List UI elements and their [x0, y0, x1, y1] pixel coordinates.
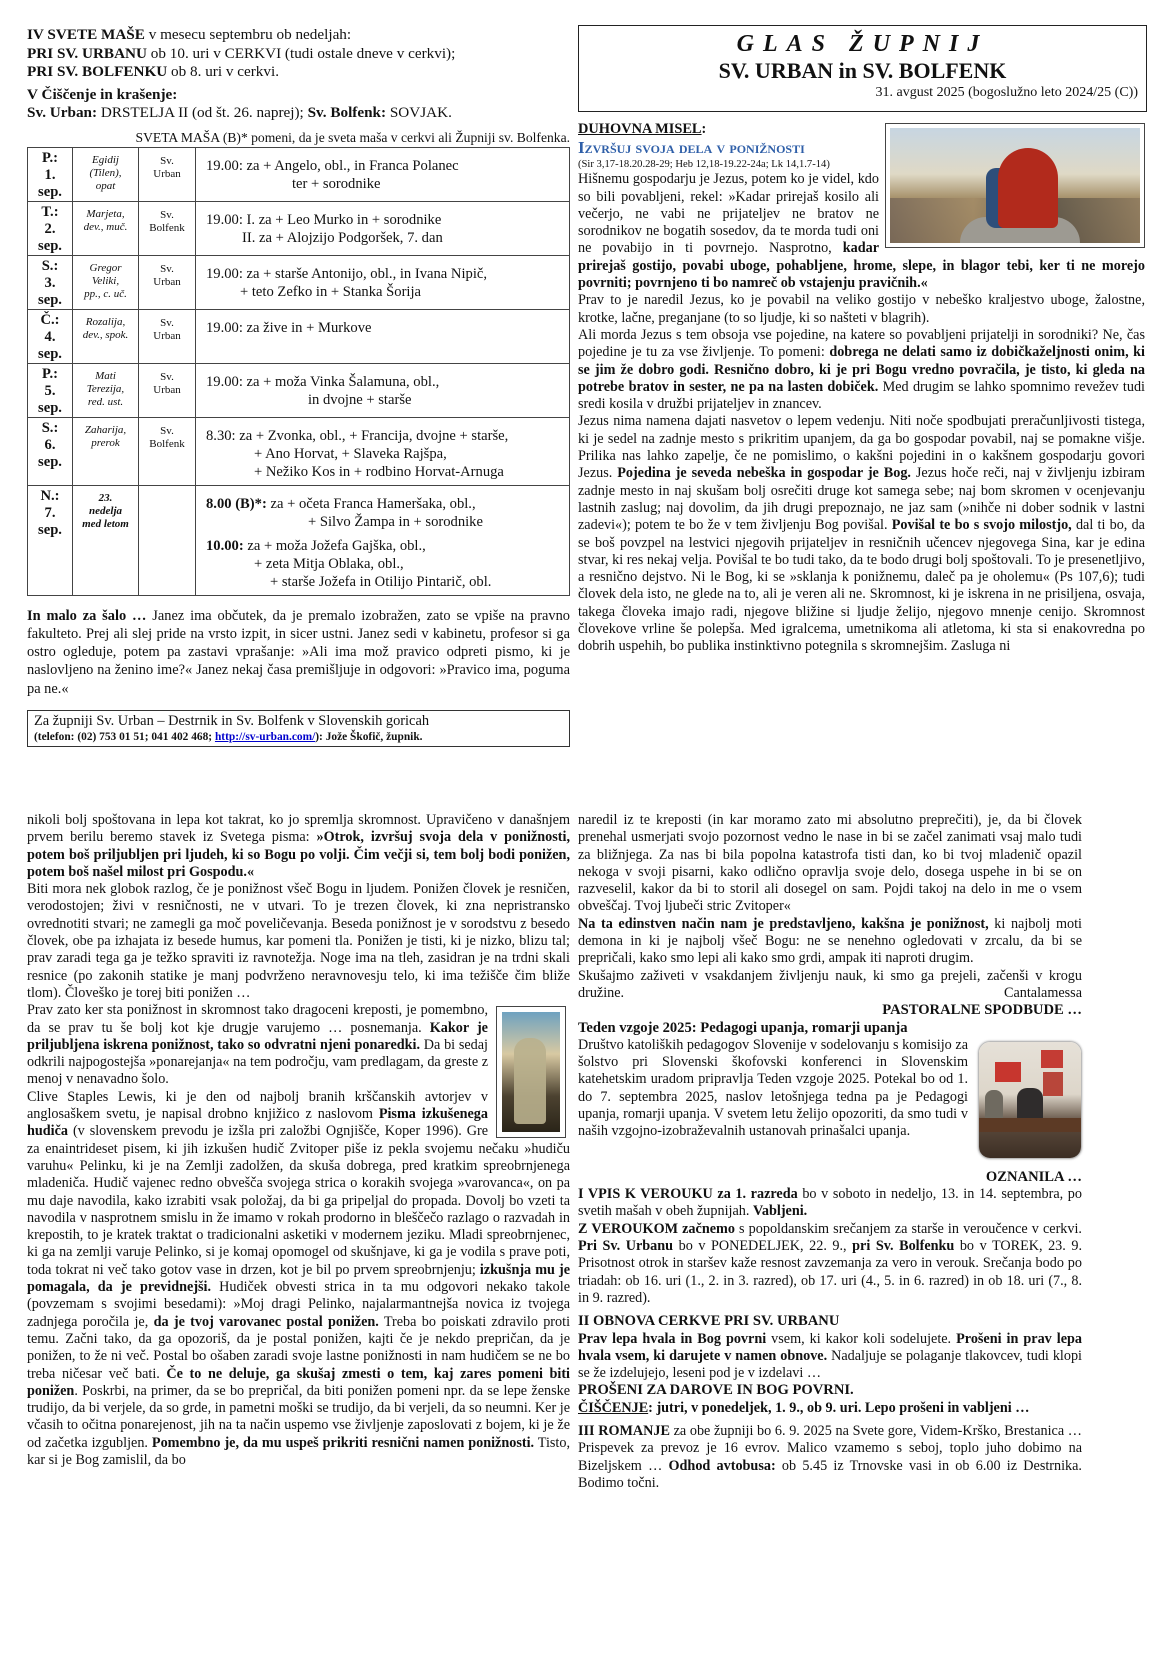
schedule-month: sep. [38, 521, 62, 538]
article-paragraph: Skušajmo zaživeti v vsakdanjem življenju nauk, ki smo ga prejeli, začenši v krogu družine. Cantalamessa [578, 967, 1082, 1001]
announcement-pilgrimage: III ROMANJE za obe župniji bo 6. 9. 2025 na Svete gore, Videm-Krško, Brestanica … Prispevek za prevoz je 16 evrov. Malico vzamemo s seboj, toplo juho dobimo na Bizeljskem … Odhod avtobusa: ob 5.45 iz Trnovske vasi in ob 6.00 iz Destrnika. Bodimo točni. [578, 1423, 1082, 1491]
mass-intention-line: 19.00: za + Angelo, obl., in Franca Polanec [206, 157, 459, 174]
saint-name-line: med letom [82, 518, 129, 531]
mass-intentions-cell [196, 255, 570, 309]
saint-name-line: Terezija, [86, 383, 125, 395]
schedule-month: sep. [38, 183, 62, 200]
schedule-date: 4. [44, 328, 56, 345]
newsletter-title: GLAS ŽUPNIJ [736, 31, 989, 57]
mass-intention-line: 19.00: za žive in + Murkove [206, 319, 372, 336]
mass-intention-line: 19.00: za + starše Antonijo, obl., in Ivana Nipič, [206, 265, 488, 282]
church-cell [139, 417, 196, 485]
saint-name-line: Zaharija, [84, 423, 127, 436]
article-paragraph: Prav to je naredil Jezus, ko je povabil na veliko gostijo v nebeško kraljestvo uboge, žalostne, krotke, lačne, preganjane (to so ljudje, ki so našteti v blagrih). [578, 292, 1145, 326]
church-cell [139, 201, 196, 255]
saint-name-line: Egidij [92, 153, 119, 166]
schedule-legend: SVETA MAŠA (B)* pomeni, da je sveta maša v cerkvi ali Župniji sv. Bolfenka. [135, 129, 570, 145]
schedule-day-cell [28, 485, 73, 595]
parish-contact-box [27, 710, 570, 747]
parish-contact: (telefon: (02) 753 01 51; 041 402 468; http://sv-urban.com/): Jože Škofič, župnik. [34, 730, 423, 743]
issue-date: 31. avgust 2025 (bogoslužno leto 2024/25 (C)) [875, 85, 1138, 100]
announcement-renovation: Prav lepa hvala in Bog povrni vsem, ki kakor koli sodelujete. Prošeni in prav lepa hvala vsem, ki darujete v namen obnove. Nadaljuje se polaganje tlakovcev, tudi klopi se že izdelujejo, leseni pod je v izdelavi … [578, 1330, 1082, 1382]
mass-time: 10.00: [206, 537, 244, 554]
schedule-row [28, 201, 570, 255]
saint-name-line: red. ust. [87, 396, 124, 409]
saint-of-day-cell [73, 485, 139, 595]
mass-intention-line: + starše Jožefa in Otilijo Pintarič, obl. [270, 573, 492, 590]
church-name-line: Bolfenk [149, 221, 185, 234]
donation-appeal: PROŠENI ZA DAROVE IN BOG POVRNI. [578, 1382, 854, 1399]
mass-intentions-cell [196, 201, 570, 255]
newsletter-subtitle: SV. URBAN in SV. BOLFENK [718, 58, 1007, 83]
schedule-date: 5. [44, 382, 56, 399]
schedule-row [28, 485, 570, 595]
saint-name-line: Marjeta, [86, 207, 125, 220]
education-week-photo [978, 1041, 1082, 1159]
article-paragraph: Biti mora nek globok razlog, če je ponižnost všeč Bogu in ljudem. Ponižen človek je resničen, verodostojen; živi v resničnosti, ne v utvari. To je trezen človek, ki zna nepristransko ovrednotiti stvari; ne zamegli ga moč poveličevanja. Beseda ponižnost je v sorodstvu z besedo človek, obe pa izhajata iz besede humus, kar pomeni tla. Ponižen je tisti, ki je nizko, blizu tal; prav zaradi tega ga je težko spraviti iz ravnotežja. Noge ima na tleh, zasidran je na trdni skali resnice (po zakonih statike je manj podvrženo neravnovesju telo, ki ima težišče čim bliže tlom). Človeško je torej biti ponižen … [27, 881, 570, 1001]
mass-intention-text: za + moža Jožefa Gajška, obl., [243, 537, 426, 554]
schedule-day-cell [28, 363, 73, 417]
mass-intention-line: + Nežiko Kos in + rodbino Horvat-Arnuga [254, 463, 504, 480]
scripture-references: (Sir 3,17-18.20.28-29; Heb 12,18-19.22-24a; Lk 14,1.7-14) [578, 159, 830, 171]
schedule-date: 6. [44, 436, 56, 453]
schedule-month: sep. [38, 345, 62, 362]
schedule-day-cell [28, 309, 73, 363]
schedule-date: 2. [44, 220, 56, 237]
saint-name-line: Rozalija, [85, 315, 126, 328]
sermon-on-mount-image [885, 123, 1145, 248]
schedule-day-cell [28, 201, 73, 255]
mass-intentions-cell [196, 309, 570, 363]
saint-name-line: Mati [95, 369, 116, 382]
parish-website-link[interactable]: http://sv-urban.com/ [214, 730, 316, 743]
schedule-day: P.: [41, 149, 59, 166]
mass-intention-line: in dvojne + starše [308, 391, 412, 408]
mass-intention-line: + teto Zefko in + Stanka Šorija [240, 283, 422, 300]
cleaning-assignment: Sv. Urban: DRSTELJA II (od št. 26. naprej); Sv. Bolfenk: SOVJAK. [27, 104, 452, 121]
article-paragraph: Na ta edinstven način nam je predstavljeno, kakšna je ponižnost, ki najbolj moti demona in ki je najbolj všeč Bogu: ne se nenehno ogledovati v zrcalu, da bi se prepričali, kako smo lepi ali kako smo grdi, ampak iti naproti drugim. [578, 915, 1082, 967]
good-shepherd-image [496, 1006, 566, 1138]
spiritual-thought-article [578, 121, 1145, 656]
schedule-day: S.: [41, 257, 59, 274]
schedule-date: 7. [44, 504, 56, 521]
announcement-catechism-enrollment: I VPIS K VEROUKU za 1. razreda bo v soboto in nedeljo, 13. in 14. septembra, po svetih mašah v obeh župnijah. Vabljeni. [578, 1186, 1082, 1220]
mass-intentions-cell [196, 417, 570, 485]
article-title: Izvršuj svoja dela v ponižnosti [578, 138, 805, 158]
schedule-day: P.: [41, 365, 59, 382]
mass-intention-line: + Silvo Žampa in + sorodnike [308, 513, 483, 530]
schedule-day-cell [28, 255, 73, 309]
church-name-line: Urban [153, 329, 181, 342]
schedule-date: 1. [44, 166, 56, 183]
schedule-month: sep. [38, 399, 62, 416]
parish-address: Za župniji Sv. Urban – Destrnik in Sv. Bolfenk v Slovenskih goricah [34, 712, 430, 729]
article-paragraph: naredil iz te kreposti (in kar moramo zato mi absolutno preprečiti), je, da bi človek prenehal usmerjati svojo pozornost vedno le nase in bi se začel zanimati vsaj malo tudi za bližnjega. Za nas bi bila popolna katastrofa tisti dan, ko bi tvoj mladenič opazil nekoga v svoji pisarni, kako odlično opravlja svoje delo, dosega uspehe in bi se on razveselil, kakor da bi to storil ali dosegel on sam. Pojdi takoj na delo in me o vsem obveščaj. Tvoj ljubeči stric Zvitoper« [578, 812, 1082, 915]
saint-name-line: opat [95, 180, 116, 193]
announcement-catechism-start: Z VEROUKOM začnemo s popoldanskim srečanjem za starše in veroučence v cerkvi. Pri Sv. Urbanu bo v PONEDELJEK, 22. 9., pri Sv. Bolfenku bo v TOREK, 23. 9. Prisotnost otrok in staršev kaže resnost zavzemanja za vero in verouk. Srečanja bodo po triadah: ob 16. uri (1., 2. in 3. razred), ob 17. uri (4., 5. in 6. razred) in ob 18. uri (7., 8. in 9. razred). [578, 1220, 1082, 1306]
church-name-line: Sv. [160, 370, 174, 383]
church-cell [139, 309, 196, 363]
church-name-line: Bolfenk [149, 437, 185, 450]
mass-intention-line: 19.00: I. za + Leo Murko in + sorodnike [206, 211, 442, 228]
mass-intention-line: + zeta Mitja Oblaka, obl., [254, 555, 404, 572]
saint-name-line: Veliki, [91, 275, 120, 287]
schedule-bolfenk-line: PRI SV. BOLFENKU ob 8. uri v cerkvi. [27, 63, 280, 80]
mass-intentions-cell [196, 363, 570, 417]
saint-of-day-cell [73, 309, 139, 363]
saint-name-line: dev., muč. [83, 221, 128, 233]
right-column-bottom [578, 812, 1082, 1492]
schedule-month: sep. [38, 237, 62, 254]
announcement-cleaning: ČIŠČENJE: jutri, v ponedeljek, 1. 9., ob 9. uri. Lepo prošeni in vabljeni … [578, 1399, 1030, 1416]
mass-intention-line: II. za + Alojzijo Podgoršek, 7. dan [242, 229, 443, 246]
church-name-line: Sv. [160, 424, 174, 437]
church-cell [139, 363, 196, 417]
schedule-row [28, 147, 570, 201]
schedule-day: N.: [40, 487, 60, 504]
church-name-line: Urban [153, 167, 181, 180]
joke-paragraph: In malo za šalo … Janez ima občutek, da je premalo izobražen, zato se vpiše na pravno fakulteto. Prej ali slej pride na vrsto izpit, in sicer ustni. Janez sedi v kabinetu, profesor si ga ostro ogleduje, potem pa zastavi vprašanje: »Ali ima mož pravico odpreti pismo, ki je naslovljeno na ženino ime?« Janez nekaj časa premišljuje in odgovori: »Pravico ima, poguma pa ne.« [27, 607, 570, 697]
saint-of-day-cell [73, 201, 139, 255]
mass-intention-line: 19.00: za + moža Vinka Šalamuna, obl., [206, 373, 440, 390]
saint-name-line: prerok [91, 437, 120, 449]
section-heading: DUHOVNA MISEL: [578, 121, 707, 137]
saint-of-day-cell [73, 363, 139, 417]
saint-name-line: 23. [98, 491, 113, 504]
church-name-line: Sv. [160, 208, 174, 221]
pastoral-text: Društvo katoliških pedagogov Slovenije v sodelovanju s komisijo za šolstvo pri Slovenski škofovski konferenci in Slovenskim katehetskim uradom pripravlja Teden vzgoje 2025. Potekal bo od 1. do 7. septembra 2025, naslov letošnjega tedna pa je Pedagogi upanja, romarji upanja. V svetem letu želijo opozoriti, da smo tudi v naših vzgojno-izobraževalnih ustanovah prinašalci upanja. [578, 1036, 968, 1140]
mass-schedule-table [27, 147, 570, 596]
schedule-sundays-line: IV SVETE MAŠE v mesecu septembru ob nedeljah: [27, 26, 352, 43]
schedule-row [28, 363, 570, 417]
mass-intention-text: za + očeta Franca Hameršaka, obl., [266, 495, 476, 512]
church-name-line: Sv. [160, 154, 174, 167]
schedule-month: sep. [38, 453, 62, 470]
cleaning-heading: V Čiščenje in krašenje: [27, 85, 178, 103]
article-author: Cantalamessa [1003, 984, 1082, 1001]
pastoral-title: Teden vzgoje 2025: Pedagogi upanja, romarji upanja [578, 1019, 908, 1036]
mass-intention-line: ter + sorodnike [292, 175, 381, 192]
article-paragraph: nikoli bolj spoštovana in lepa kot takrat, ko jo spremlja skromnost. Upravičeno v današnjem prvem berilu beremo stavek iz Svetega pisma: »Otrok, izvršuj svoja dela v ponižnosti, potem boš priljubljen pri ljudeh, ki so Bogu po volji. Čim večji si, tem bolj bodi ponižen, potem boš našel milost pri Gospodu.« [27, 812, 570, 880]
church-cell [139, 485, 196, 595]
masthead [578, 25, 1147, 112]
saint-of-day-cell [73, 417, 139, 485]
schedule-urban-line: PRI SV. URBANU ob 10. uri v CERKVI (tudi ostale dneve v cerkvi); [27, 44, 456, 62]
article-paragraph: Hišnemu gospodarju je Jezus, potem ko je videl, kdo so bili povabljeni, rekel: »Kadar prirejaš kosilo ali večerjo, ne vabi ne prijateljev ne bratov ne sorodnikov ne bogatih sosedov, da te morda tudi oni ne povabijo in ti povrnejo. Nasprotno, kadar prirejaš gostijo, povabi uboge, pohabljene, hrome, slepe, in blagor tebi, ker ti ne morejo povrniti; povrnjeno ti bo namreč ob vstajenju pravičnih.« [578, 171, 1145, 292]
mass-time: 8.00 (B)*: [206, 495, 267, 512]
schedule-day: Č.: [40, 311, 60, 328]
schedule-day: T.: [41, 203, 59, 220]
schedule-month: sep. [38, 291, 62, 308]
saint-name-line: pp., c. uč. [84, 288, 127, 301]
mass-schedule-section [27, 26, 570, 747]
church-renovation-heading: II OBNOVA CERKVE PRI SV. URBANU [578, 1313, 840, 1330]
schedule-day-cell [28, 417, 73, 485]
article-paragraph: Prav zato ker sta ponižnost in skromnost tako dragoceni kreposti, je pomembno, da se prav tu še bolj kot kje drugje varujemo … posnemanja. Kakor je priljubljena iskrena ponižnost, tako so odvratni njeni ponaredki. Da bi sedaj odkrili najpogostejša »ponarejanja« na tem področju, vam predlagam, da greste z menoj v nenavadno šolo. [27, 1002, 488, 1088]
church-name-line: Urban [153, 275, 181, 288]
schedule-day: S.: [41, 419, 59, 436]
article-paragraph: Clive Staples Lewis, ki je den od najbolj branih krščanskih avtorjev v anglosaškem svetu, je napisal drobno knjižico z naslovom Pisma izkušenega hudiča (v slovenskem prevodu je izšla pri založbi Ognjišče, Koper 1996). Gre za enaintrideset pisem, ki jih izkušen hudič Zvitoper piše iz pekla svojemu nečaku »hudiču varuhu« Pelinku, ki je na Zemlji zadolžen, da skuša dobrega, pred kratkim spreobrnjenega mladeniča. Hudič vajenec redno obvešča svojega strica o korakih svojega »varovanca«, on pa mu daje navodila, kako izrabiti vsak položaj, da bi ga pripeljal do propada. Dovolj bo vzeti ta navodila v nasprotnem smislu in že imamo v rokah prodorno in bleščečo razlago o razvadah in krepostih, to je kratek traktat o tradicionalni asketiki v modernem jeziku. Mladi spreobrnjenec, ki ga na zemlji varuje Pelinko, si je komaj opomogel od skušnjave, ki ga je vodila s prave poti, toda tokrat ni več tako gotov vase in drzen, kot je bil po prvem spreobrnjenju; izkušnja mu je pomagala, da je previdnejši. Hudiček obvesti strica in ta mu odgovori nekako takole (povzemam s svojimi besedami): »Moj dragi Pelinko, najalarmantnejša novica iz tvojega zadnjega poročila je, da je tvoj varovanec postal ponižen. Treba bo poiskati zdravilo proti temu. Začni tako, da ga opozoriš, da je postal ponižen, kajti če je nekdo prepričan, da je ponižen, to že ni več. Postal bo ošaben zaradi svoje lastne ponižnosti in nam hudičem se ne bo treba ničesar več bati. Če to ne deluje, ga skušaj zmesti o tem, kaj zares pomeni biti ponižen. Poskrbi, na primer, da se bo prepričal, da biti ponižen pomeni npr. da se lepe ženske trudijo, da bi verjele, da so grde, in pametni moški se trudijo, da bi verjeli, da so neumni. Ker je včasih to očitna ponarejenost, jih na ta način uspemo vse življenje zaposlovati z bojem, ki je že od začetka izgubljen. Pomembno je, da mu uspeš prikriti resnični namen ponižnosti. Tisto, kar si je Bog zamislil, da bo [27, 1088, 571, 1468]
church-name-line: Urban [153, 383, 181, 396]
church-name-line: Sv. [160, 262, 174, 275]
mass-intention-line [206, 495, 565, 513]
saint-name-line: dev., spok. [82, 329, 129, 341]
saint-name-line: Gregor [89, 261, 122, 274]
saint-of-day-cell [73, 255, 139, 309]
schedule-row [28, 309, 570, 363]
saint-of-day-cell [73, 147, 139, 201]
schedule-row [28, 417, 570, 485]
church-cell [139, 147, 196, 201]
schedule-day-cell [28, 147, 73, 201]
church-cell [139, 255, 196, 309]
mass-intention-line: + Ano Horvat, + Slaveka Rajšpa, [254, 445, 447, 462]
saint-name-line: nedelja [89, 505, 122, 517]
schedule-date: 3. [44, 274, 56, 291]
announcements-heading: OZNANILA … [985, 1168, 1082, 1185]
mass-intention-line: 8.30: za + Zvonka, obl., + Francija, dvojne + starše, [206, 427, 509, 444]
mass-intention-line [206, 537, 565, 555]
article-continuation-left [27, 812, 570, 1469]
schedule-row [28, 255, 570, 309]
article-paragraph: Ali morda Jezus s tem obsoja vse pojedine, na katere so povabljeni prijatelji in sorodniki? Ne, čas pojedine je tu za vse življenje. To pomeni: dobrega ne delati samo iz dobičkaželjnosti onim, ki se jim že dobro godi. Resnično dobro, ki je pri Bogu vredno povračila, je tisto, ki gleda na potrebe bratov in sester, ne pa na lasten dobiček. Med drugim se lahko spomnimo revežev tudi sredi kosila v družbi prijateljev in znancev. [578, 326, 1145, 413]
mass-intentions-cell [196, 485, 570, 595]
article-paragraph: Jezus nima namena dajati nasvetov o lepem vedenju. Niti noče spodbujati preračunljivosti tistega, ki je sedel na zadnje mesto s prikritim upanjem, da ga bo gospodar povabil, naj se pomakne višje. Prilika nas lahko zapelje, če ne pomislimo, o kakšni pojedini in o kakšnem gospodarju govori Jezus. Pojedina je seveda nebeška in gospodar je Bog. Jezus hoče reči, naj v življenju izbiram zadnje mesto in naj skušam bolj osrečiti druge kot samega sebe; naj bom skromen v ocenjevanju lastnih zaslug; naj dovolim, da jih drugi prepoznajo, ne jaz sam (»nihče ni dober sodnik v lastni zadevi«); potem te bo že v tem življenju Bog povišal. Povišal te bo s svojo milostjo, dal ti bo, da se boš povzpel na lestvici njegovih prijateljev in resničnih učencev njegovega Sina, kar je edina stvar, ki res nekaj velja. Povišal te bo tudi tako, da te bodo drugi bolj spoštovali. To je presenetljivo, a resnično dejstvo. Ni le Bog, ki se »sklanja k ponižnemu, daleč pa je oholemu« (Ps 107,6); tudi človek dela isto, ne glede na to, ali je veren ali ne. Skromnost, ki je iskrena in ne prisiljena, osvaja, takega človeka imajo radi, njegove bližine si ljudje želijo, njegovo mnenje cenijo. Skromnost človekove vrline še polepša. Med igralcema, umetnikoma ali atletoma, ki sta si enakovredna po dobrih uspehih, bo publika instinktivno potegnila s skromnejšim. Zasluga ni [578, 413, 1145, 655]
mass-intentions-cell [196, 147, 570, 201]
church-name-line: Sv. [160, 316, 174, 329]
pastoral-heading: PASTORALNE SPODBUDE … [882, 1002, 1082, 1019]
saint-name-line: (Tilen), [89, 167, 122, 179]
